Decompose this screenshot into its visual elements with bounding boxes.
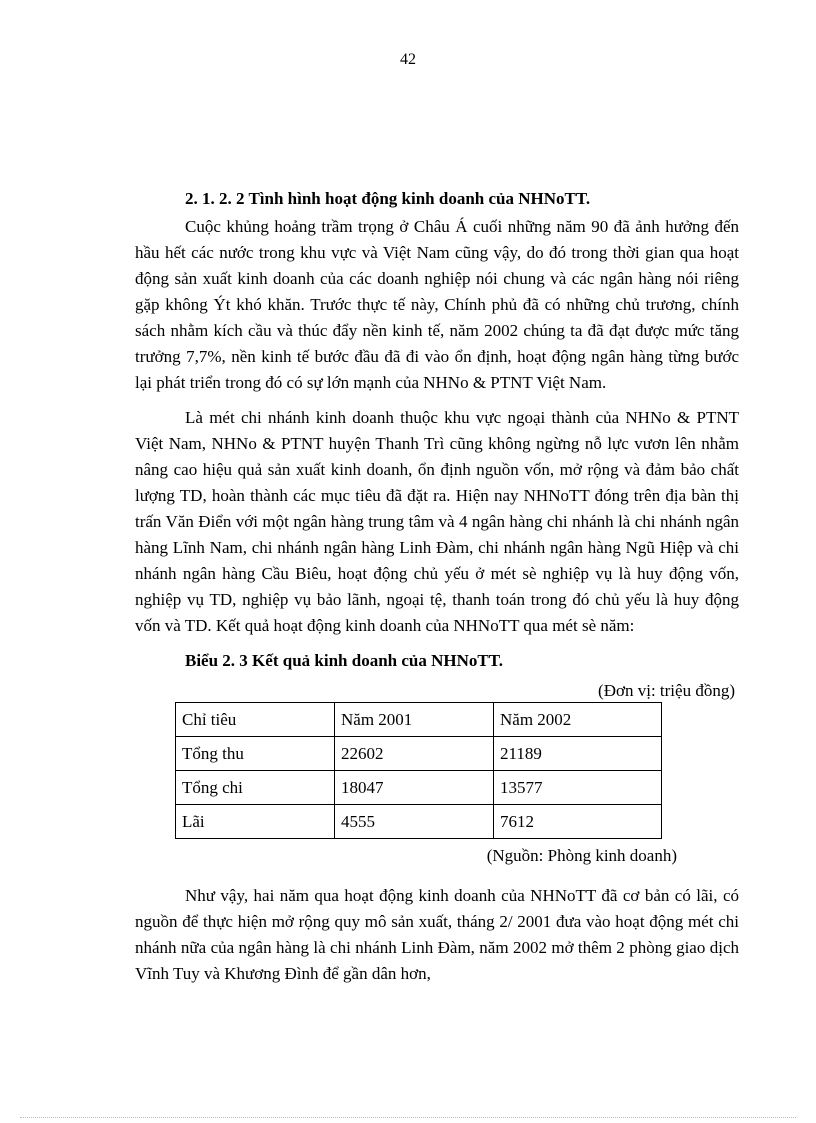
page-bottom-divider [20, 1117, 796, 1118]
table-header-cell: Năm 2002 [494, 703, 662, 737]
table-row [176, 771, 662, 805]
table-header-row [176, 703, 662, 737]
table-caption: Biểu 2. 3 Kết quả kinh doanh của NHNoTT. [185, 651, 504, 670]
table-cell: 7612 [494, 805, 662, 839]
body-paragraph-2: Là mét chi nhánh kinh doanh thuộc khu vực ngoại thành của NHNo & PTNT Việt Nam, NHNo & PTNT huyện Thanh Trì cũng không ngừng nỗ lực vươn lên nhằm nâng cao hiệu quả sản xuất kinh doanh, ổn định nguồn vốn, mở rộng và đảm bảo chất lượng TD, hoàn thành các mục tiêu đã đặt ra. Hiện nay NHNoTT đóng trên địa bàn thị trấn Văn Điển với một ngân hàng trung tâm và 4 ngân hàng chi nhánh là chi nhánh ngân hàng Lĩnh Nam, chi nhánh ngân hàng Linh Đàm, chi nhánh ngân hàng Ngũ Hiệp và chi nhánh ngân hàng Cầu Biêu, hoạt động chủ yếu ở mét sè nghiệp vụ là huy động vốn, nghiệp vụ TD, nghiệp vụ bảo lãnh, ngoại tệ, thanh toán trong đó chủ yếu là huy động vốn và TD. Kết quả hoạt động kinh doanh của NHNoTT qua mét sè năm: [135, 408, 739, 635]
table-row [176, 737, 662, 771]
table-cell: 21189 [494, 737, 662, 771]
page-number: 42 [400, 51, 416, 68]
table-cell: 4555 [335, 805, 494, 839]
table-cell: 18047 [335, 771, 494, 805]
body-paragraph-1: Cuộc khủng hoảng trầm trọng ở Châu Á cuối những năm 90 đã ảnh hưởng đến hầu hết các nước trong khu vực và Việt Nam cũng vậy, do đó trong thời gian qua hoạt động sản xuất kinh doanh của các doanh nghiệp nói chung và các ngân hàng nói riêng gặp không Ýt khó khăn. Trước thực tế này, Chính phủ đã có những chủ trương, chính sách nhằm kích cầu và thúc đẩy nền kinh tế, năm 2002 chúng ta đã đạt được mức tăng trưởng 7,7%, nền kinh tế bước đầu đã đi vào ổn định, hoạt động ngân hàng từng bước lại phát triển trong đó có sự lớn mạnh của NHNo & PTNT Việt Nam. [135, 217, 739, 392]
table-row [176, 805, 662, 839]
results-table [175, 702, 662, 839]
closing-paragraph: Như vậy, hai năm qua hoạt động kinh doanh của NHNoTT đã cơ bản có lãi, có nguồn để thực hiện mở rộng quy mô sản xuất, tháng 2/ 2001 đưa vào hoạt động mét chi nhánh nữa của ngân hàng là chi nhánh Linh Đàm, năm 2002 mở thêm 2 phòng giao dịch Vĩnh Tuy và Khương Đình để gần dân hơn, [135, 886, 739, 983]
table-header-cell: Chỉ tiêu [176, 703, 335, 737]
table-cell: Tổng thu [176, 737, 335, 771]
table-cell: Tổng chi [176, 771, 335, 805]
table-header-cell: Năm 2001 [335, 703, 494, 737]
section-heading: 2. 1. 2. 2 Tình hình hoạt động kinh doanh của NHNoTT. [185, 189, 591, 208]
page-content [135, 186, 739, 996]
table-cell: Lãi [176, 805, 335, 839]
table-source-note: (Nguồn: Phòng kinh doanh) [486, 846, 677, 865]
table-cell: 13577 [494, 771, 662, 805]
table-cell: 22602 [335, 737, 494, 771]
table-unit-note: (Đơn vị: triệu đồng) [598, 681, 735, 700]
